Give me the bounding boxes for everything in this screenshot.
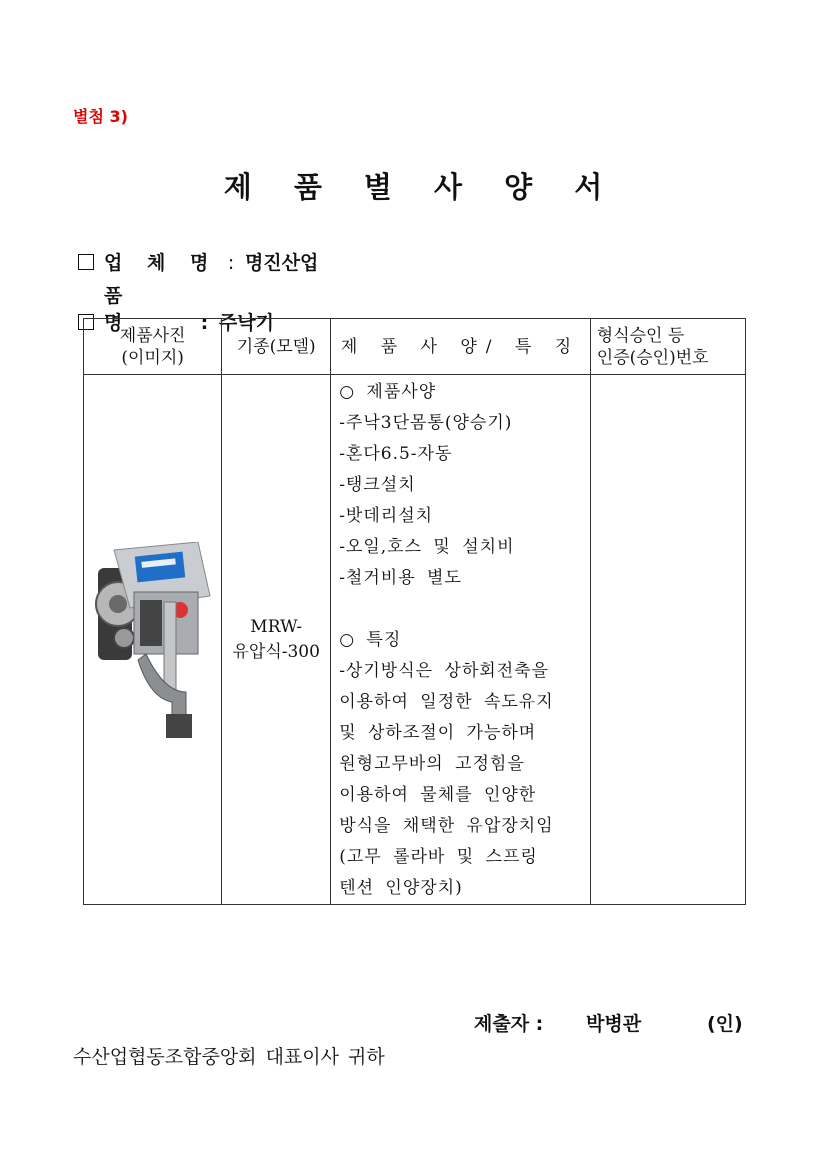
header-spec-text: 제 품 사 양/ 특 징 bbox=[340, 336, 581, 357]
spec-line: ○ 제품사양 bbox=[339, 382, 437, 402]
product-name: 주낙기 bbox=[218, 312, 274, 334]
spec-line: -철거비용 별도 bbox=[339, 568, 462, 588]
spec-line: 이용하여 일정한 속도유지 bbox=[339, 692, 554, 712]
company-row bbox=[78, 248, 318, 275]
model-cell bbox=[222, 375, 331, 905]
spec-line: -혼다6.5-자동 bbox=[339, 444, 453, 464]
spec-line: -상기방식은 상하회전축을 bbox=[339, 661, 549, 681]
spec-line: (고무 롤라바 및 스프링 bbox=[339, 847, 538, 867]
product-photo-cell bbox=[84, 375, 222, 905]
header-cert bbox=[590, 319, 745, 375]
spec-line: 방식을 채택한 유압장치임 bbox=[339, 816, 554, 836]
header-model: 기종(모델) bbox=[222, 319, 331, 375]
header-cert-line1: 형식승인 등 bbox=[596, 325, 685, 346]
spec-line: -주낙3단몸통(양승기) bbox=[339, 413, 513, 433]
model-line2: 유압식-300 bbox=[232, 641, 320, 662]
spec-line: ○ 특징 bbox=[339, 630, 402, 650]
company-sep: : bbox=[227, 252, 235, 274]
product-label: 품명 bbox=[104, 285, 123, 334]
spec-table bbox=[83, 318, 746, 905]
header-photo-line2: (이미지) bbox=[121, 347, 184, 368]
spec-cell bbox=[331, 375, 591, 905]
company-name: 명진산업 bbox=[244, 252, 319, 274]
product-sep: : bbox=[200, 312, 209, 334]
spec-line-blank bbox=[339, 594, 590, 625]
header-photo-line1: 제품사진 bbox=[119, 325, 186, 346]
spec-line: -오일,호스 및 설치비 bbox=[339, 537, 515, 557]
table-body-row bbox=[84, 375, 746, 905]
spec-line: -탱크설치 bbox=[339, 475, 416, 495]
company-label: 업 체 명 bbox=[104, 252, 218, 274]
spec-line: 텐션 인양장치) bbox=[339, 878, 463, 898]
model-line1: MRW- bbox=[250, 616, 303, 637]
checkbox-square-icon bbox=[78, 254, 94, 270]
cert-number-cell bbox=[590, 375, 745, 905]
header-spec bbox=[331, 319, 591, 375]
recipient: 수산업협동조합중앙회 대표이사 귀하 bbox=[73, 1046, 385, 1068]
seal-mark: (인) bbox=[707, 1013, 743, 1035]
spec-line: 이용하여 물체를 인양한 bbox=[339, 785, 537, 805]
spec-line: -밧데리설치 bbox=[339, 506, 434, 526]
submitter-label: 제출자 : bbox=[474, 1013, 544, 1035]
document-title: 제 품 별 사 양 서 bbox=[223, 170, 619, 204]
attachment-label: 별첨 3) bbox=[73, 107, 128, 126]
product-photo bbox=[94, 542, 212, 738]
table-header-row bbox=[84, 319, 746, 375]
header-photo bbox=[84, 319, 222, 375]
spec-line: 원형고무바의 고정힘을 bbox=[339, 754, 525, 774]
submitter-name: 박병관 bbox=[586, 1013, 642, 1035]
spec-line: 및 상하조절이 가능하며 bbox=[339, 723, 537, 743]
header-cert-line2: 인증(승인)번호 bbox=[596, 347, 709, 368]
